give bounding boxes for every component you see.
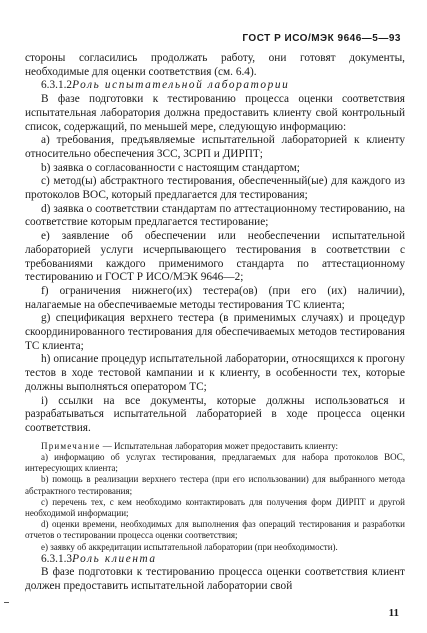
note-text: — Испытательная лаборатория может предоставить клиенту: [100,440,338,451]
note-items [25,452,405,553]
paragraph: f) ограничения нижнего(их) тестера(ов) (при его (их) наличии), налагаемые на обеспечиваемые методы тестирования ТС клиента; [25,284,405,311]
paragraphs-main [25,52,405,436]
section-title: Роль клиента [72,552,157,565]
scan-mark [4,602,9,603]
paragraphs-tail [25,553,405,594]
note-item: b) помощь в реализации верхнего тестера (при его использовании) для выбранного метода абстрактного тестирования; [25,474,405,496]
paragraph: d) заявка о соответствии стандартам по аттестационному тестированию, на соответствие которым предлагается тестирование; [25,202,405,229]
note-item: a) информацию об услугах тестирования, предлагаемых для набора протоколов ВОС, интересующих клиента; [25,451,405,474]
paragraph: g) спецификация верхнего тестера (в применимых случаях) и процедур скоординированного тестирования для обеспечиваемых методов тестирования ТС клиента; [25,312,405,352]
paragraph: h) описание процедур испытательной лаборатории, относящихся к прогону тестов в ходе тестовой кампании и к клиенту, в особенности тех, которые должны выполняться оператором ТС; [25,353,405,393]
note-label: Примечание [41,440,101,451]
paragraph: i) ссылки на все документы, которые должны использоваться и разрабатываться испытательной лабораторией в ходе процесса оценки соответствия. [25,394,405,434]
paragraph: стороны согласились продолжать работу, они готовят документы, необходимые для оценки соответствия (см. 6.4). [25,52,405,78]
page-header: ГОСТ Р ИСО/МЭК 9646—5—93 [242,33,401,44]
note-block [25,441,405,553]
paragraph: e) заявление об обеспечении или необеспечении испытательной лабораторией услуги исчерпывающего тестирования в соответствии с требованиями каждого применимого стандарта по аттестационному тестированию и ГОСТ Р ИСО/МЭК 9646—2; [25,230,405,284]
paragraph: b) заявка о согласованности с настоящим стандартом; [41,161,300,174]
section-heading [25,553,405,567]
paragraph: В фазе подготовки к тестированию процесса оценки соответствия испытательная лаборатория должна предоставить клиенту свой контрольный список, содержащий, по меньшей мере, следующую информацию: [25,93,405,133]
page-number: 11 [388,607,399,619]
paragraph: c) метод(ы) абстрактного тестирования, обеспеченный(ые) для каждого из протоколов ВОС, который предлагается для тестирования; [25,175,405,202]
body-text [25,52,405,594]
note-item: e) заявку об аккредитации испытательной лаборатории (при необходимости). [41,541,338,552]
section-title: Роль испытательной лаборатории [72,79,290,92]
paragraph: В фазе подготовки к тестированию процесса оценки соответствия клиент должен предоставить испытательной лаборатории свой [25,566,405,593]
paragraph: a) требования, предъявляемые испытательной лабораторией к клиенту относительно обеспечения ЗСС, ЗСРП и ДИРПТ; [25,134,405,160]
section-number: 6.3.1.2 [41,79,73,92]
section-number: 6.3.1.3 [41,552,73,565]
note-item: c) перечень тех, с кем необходимо контактировать для получения форм ДИРПТ и другой необходимой информации; [25,496,405,518]
note-item: d) оценки времени, необходимых для выполнения фаз операций тестирования и разработки отчетов о тестировании процесса оценки соответствия; [25,519,405,541]
note-intro [25,441,405,452]
section-heading [25,79,405,93]
